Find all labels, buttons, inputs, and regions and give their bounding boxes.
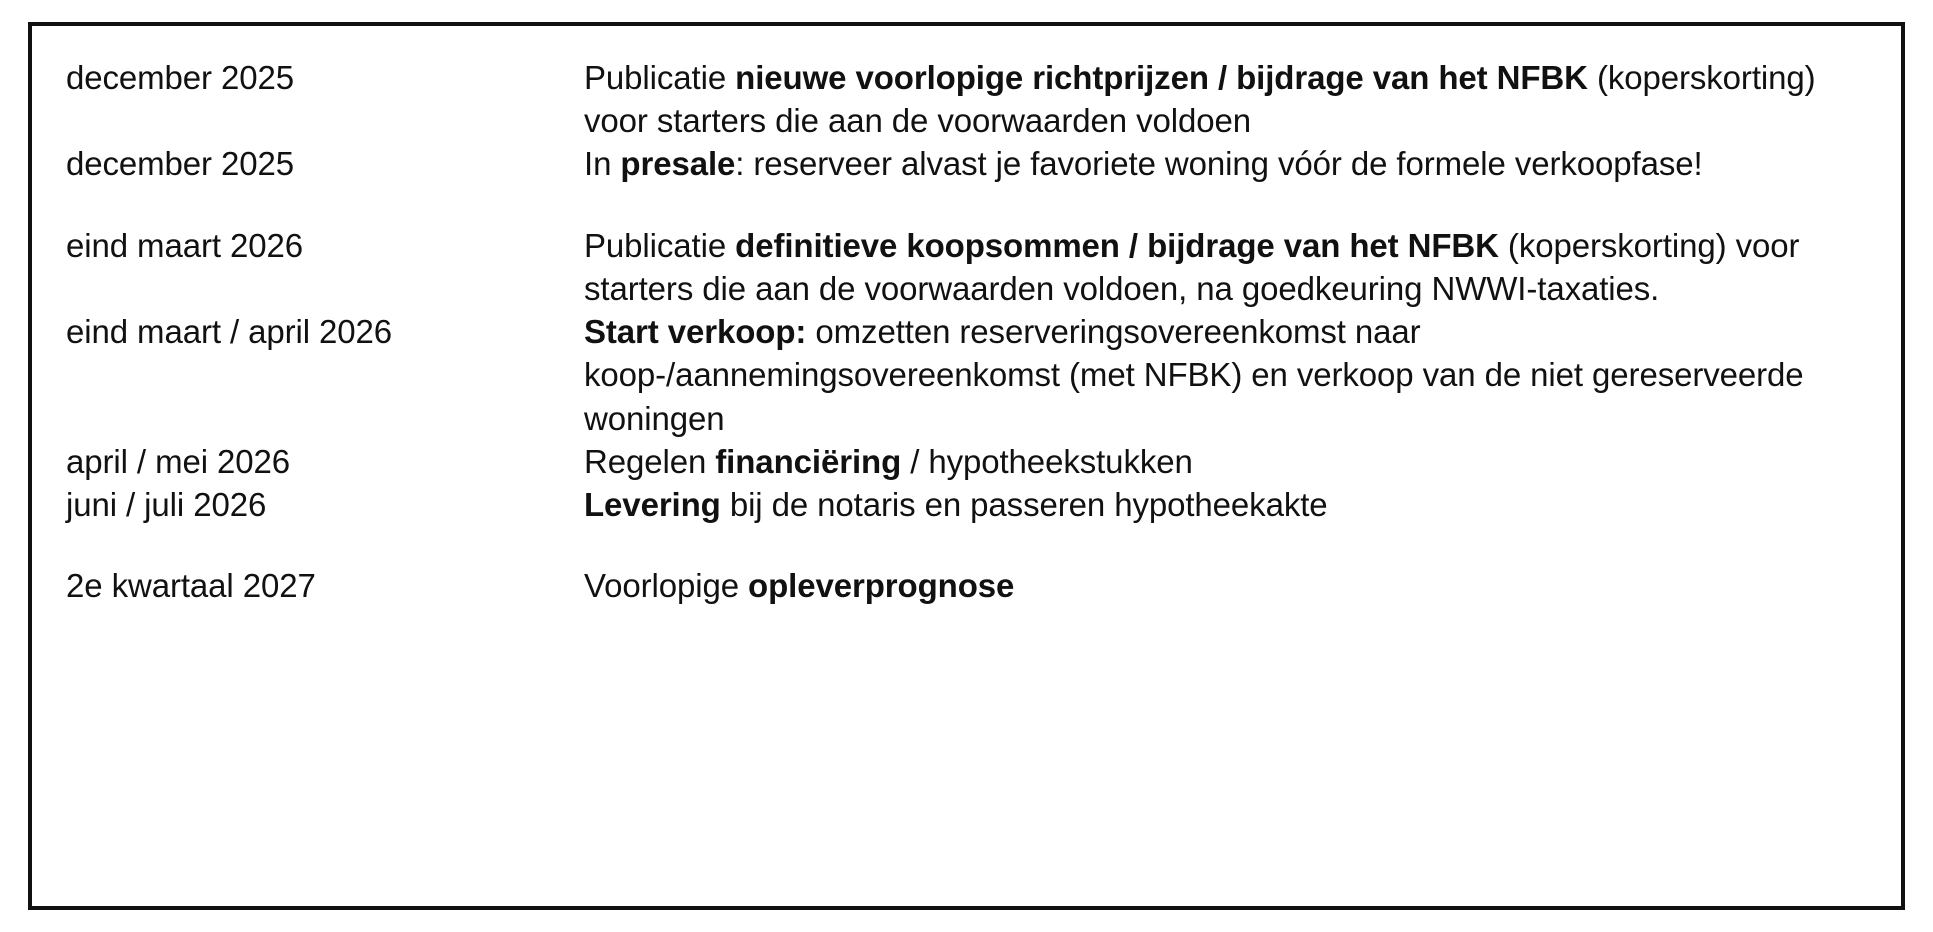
timeline-row-date: december 2025 [66,145,295,183]
timeline-row-description: Levering bij de notaris en passeren hypotheekakte [584,485,1328,523]
timeline-row-date: april / mei 2026 [66,442,291,480]
timeline-row-spacer [66,186,1861,224]
timeline-row [66,564,1861,607]
timeline-row-description: Regelen financiëring / hypotheekstukken [584,442,1193,480]
timeline-row [66,142,1861,185]
timeline-row-date: december 2025 [66,59,295,96]
timeline-box [28,22,1905,910]
timeline-row-description: Publicatie nieuwe voorlopige richtprijzen / bijdrage van het NFBK (koperskorting) voor starters die aan de voorwaarden voldoen [584,59,1816,140]
timeline-row-description: In presale: reserveer alvast je favoriete woning vóór de formele verkoopfase! [584,145,1703,183]
timeline-row-spacer [66,526,1861,564]
timeline-row [66,56,1861,142]
timeline-row [66,440,1861,483]
timeline-row-date: eind maart 2026 [66,226,303,264]
timeline-table-body [66,56,1861,607]
timeline-row-date: eind maart / april 2026 [66,313,393,351]
timeline-row-spacer-cell [66,526,1861,564]
timeline-row [66,224,1861,310]
timeline-table [66,56,1861,607]
timeline-row-date: 2e kwartaal 2027 [66,567,316,605]
timeline-row [66,483,1861,526]
timeline-row-date: juni / juli 2026 [66,485,267,523]
timeline-row-description: Voorlopige opleverprognose [584,567,1015,605]
timeline-row-description: Publicatie definitieve koopsommen / bijdrage van het NFBK (koperskorting) voor starters die aan de voorwaarden voldoen, na goedkeuring NWWI-taxaties. [584,226,1800,307]
timeline-row-spacer-cell [66,186,1861,224]
timeline-row-description: Start verkoop: omzetten reserveringsovereenkomst naar koop-/aannemingsovereenkomst (met NFBK) en verkoop van de niet gereserveerde woningen [584,313,1804,437]
timeline-row [66,310,1861,440]
